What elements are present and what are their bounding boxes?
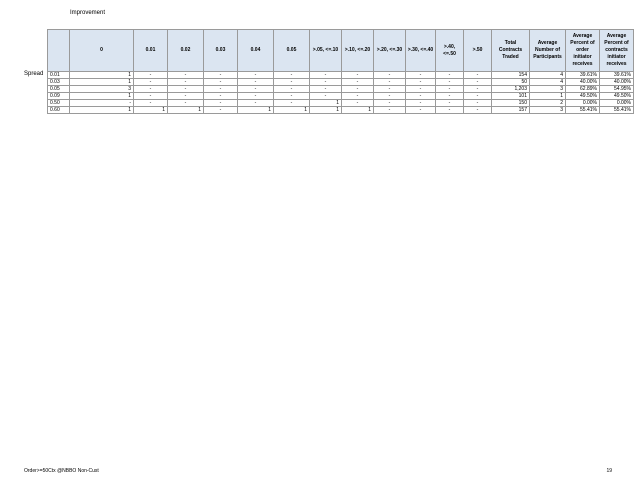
- table-cell: 1: [70, 79, 134, 86]
- table-cell: 4: [530, 72, 566, 79]
- table-cell: -: [464, 93, 492, 100]
- row-spread-value: 0.50: [48, 100, 70, 107]
- table-cell: -: [134, 79, 168, 86]
- column-header: Average Percent of order initiator receives: [566, 30, 600, 72]
- table-cell: -: [374, 86, 406, 93]
- column-header: >.30, <=.40: [406, 30, 436, 72]
- table-cell: 54.95%: [600, 86, 634, 93]
- table-cell: 49.50%: [600, 93, 634, 100]
- table-cell: -: [310, 86, 342, 93]
- table-cell: 1: [310, 100, 342, 107]
- table-cell: -: [342, 79, 374, 86]
- column-header: 0.01: [134, 30, 168, 72]
- table-cell: -: [204, 72, 238, 79]
- table-cell: -: [342, 100, 374, 107]
- table-cell: 1,203: [492, 86, 530, 93]
- table-cell: -: [134, 72, 168, 79]
- table-cell: 0.00%: [600, 100, 634, 107]
- table-cell: 1: [70, 107, 134, 114]
- table-cell: -: [436, 72, 464, 79]
- table-cell: -: [274, 72, 310, 79]
- table-cell: -: [374, 72, 406, 79]
- table-cell: 1: [274, 107, 310, 114]
- table-cell: 3: [530, 86, 566, 93]
- table-cell: -: [168, 72, 204, 79]
- table-cell: 1: [310, 107, 342, 114]
- table-cell: 0.00%: [566, 100, 600, 107]
- table-cell: -: [436, 86, 464, 93]
- table-cell: -: [238, 100, 274, 107]
- table-cell: -: [134, 100, 168, 107]
- table-cell: -: [168, 100, 204, 107]
- column-header: 0.03: [204, 30, 238, 72]
- table-cell: 3: [70, 86, 134, 93]
- table-row: [48, 86, 634, 93]
- table-cell: -: [134, 93, 168, 100]
- table-cell: -: [406, 100, 436, 107]
- table-cell: 1: [530, 93, 566, 100]
- table-row: [48, 79, 634, 86]
- table-cell: 1: [70, 72, 134, 79]
- table-cell: 150: [492, 100, 530, 107]
- table-cell: -: [70, 100, 134, 107]
- table-cell: -: [204, 100, 238, 107]
- table-cell: 3: [530, 107, 566, 114]
- table-cell: -: [168, 79, 204, 86]
- table-cell: 1: [342, 107, 374, 114]
- column-header: >.40, <=.50: [436, 30, 464, 72]
- table-row: [48, 100, 634, 107]
- data-table: [47, 29, 634, 114]
- row-spread-value: 0.05: [48, 86, 70, 93]
- table-cell: -: [374, 107, 406, 114]
- table-cell: 1: [134, 107, 168, 114]
- table-cell: -: [310, 93, 342, 100]
- table-cell: -: [436, 79, 464, 86]
- table-cell: 55.41%: [566, 107, 600, 114]
- table-cell: -: [374, 93, 406, 100]
- table-cell: -: [374, 79, 406, 86]
- column-header: Average Number of Participants: [530, 30, 566, 72]
- table-cell: -: [204, 107, 238, 114]
- table-cell: -: [134, 86, 168, 93]
- table-cell: 62.89%: [566, 86, 600, 93]
- row-spread-value: 0.01: [48, 72, 70, 79]
- table-cell: -: [436, 93, 464, 100]
- table-cell: -: [406, 79, 436, 86]
- table-cell: -: [168, 86, 204, 93]
- table-cell: -: [274, 79, 310, 86]
- table-cell: 39.61%: [566, 72, 600, 79]
- table-cell: 4: [530, 79, 566, 86]
- table-cell: -: [274, 86, 310, 93]
- table-cell: -: [274, 93, 310, 100]
- table-cell: 55.41%: [600, 107, 634, 114]
- table-cell: 49.50%: [566, 93, 600, 100]
- table-cell: 40.00%: [600, 79, 634, 86]
- table-cell: -: [464, 79, 492, 86]
- footer-label: Order>=50Ctx @NBBO Non-Cust: [24, 468, 99, 474]
- table-cell: -: [238, 72, 274, 79]
- table-cell: -: [342, 72, 374, 79]
- row-spread-value: 0.60: [48, 107, 70, 114]
- table-cell: -: [406, 86, 436, 93]
- column-header: 0: [70, 30, 134, 72]
- header-blank: [48, 30, 70, 72]
- table-cell: -: [274, 100, 310, 107]
- table-cell: -: [374, 100, 406, 107]
- table-row: [48, 107, 634, 114]
- table-cell: 154: [492, 72, 530, 79]
- row-spread-value: 0.09: [48, 93, 70, 100]
- column-header: >.10, <=.20: [342, 30, 374, 72]
- table-cell: -: [464, 72, 492, 79]
- table-cell: -: [204, 93, 238, 100]
- table-cell: -: [204, 86, 238, 93]
- table-cell: 2: [530, 100, 566, 107]
- column-header: Average Percent of contracts initiator receives: [600, 30, 634, 72]
- table-cell: -: [310, 79, 342, 86]
- table-cell: -: [464, 100, 492, 107]
- column-header: 0.05: [274, 30, 310, 72]
- table-cell: -: [342, 93, 374, 100]
- table-body: [48, 72, 634, 114]
- table-cell: 39.61%: [600, 72, 634, 79]
- header-row: [48, 30, 634, 72]
- table-row: [48, 72, 634, 79]
- table-cell: 1: [238, 107, 274, 114]
- table-cell: 1: [168, 107, 204, 114]
- table-cell: 1: [70, 93, 134, 100]
- table-cell: 40.00%: [566, 79, 600, 86]
- table-cell: -: [464, 107, 492, 114]
- table-cell: -: [204, 79, 238, 86]
- table-cell: -: [342, 86, 374, 93]
- page-number: 19: [606, 468, 612, 474]
- column-header: >.50: [464, 30, 492, 72]
- table-cell: -: [406, 107, 436, 114]
- table-cell: -: [238, 86, 274, 93]
- column-header: 0.04: [238, 30, 274, 72]
- table-cell: -: [168, 93, 204, 100]
- table-cell: -: [238, 93, 274, 100]
- column-header: >.05, <=.10: [310, 30, 342, 72]
- column-header: Total Contracts Traded: [492, 30, 530, 72]
- header-label: Improvement: [70, 10, 106, 16]
- table-row: [48, 93, 634, 100]
- table-cell: -: [406, 93, 436, 100]
- table-cell: -: [436, 107, 464, 114]
- table-cell: -: [436, 100, 464, 107]
- table-cell: -: [464, 86, 492, 93]
- table-cell: -: [406, 72, 436, 79]
- row-spread-value: 0.03: [48, 79, 70, 86]
- table-cell: 101: [492, 93, 530, 100]
- table-cell: 50: [492, 79, 530, 86]
- table-cell: -: [310, 72, 342, 79]
- column-header: >.20, <=.30: [374, 30, 406, 72]
- table-cell: 157: [492, 107, 530, 114]
- table-cell: -: [238, 79, 274, 86]
- column-header: 0.02: [168, 30, 204, 72]
- row-group-label: Spread: [24, 71, 44, 77]
